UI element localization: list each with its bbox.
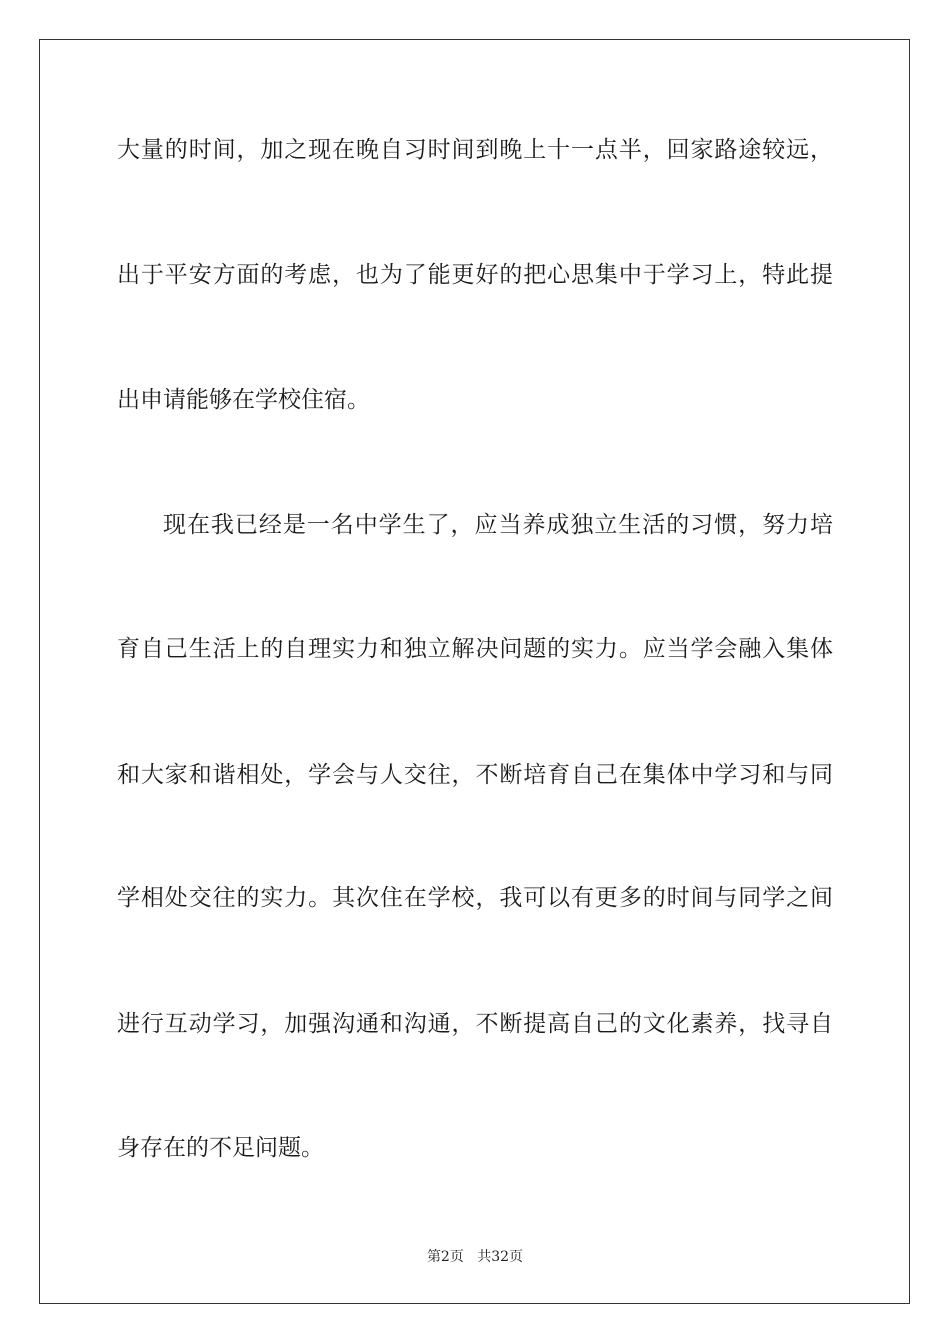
page-number: 第2页 bbox=[426, 1249, 464, 1265]
text-line-1: 大量的时间，加之现在晚自习时间到晚上十一点半，回家路途较远， bbox=[117, 137, 833, 163]
page-total: 共32页 bbox=[477, 1249, 524, 1265]
page-footer bbox=[0, 1248, 950, 1266]
text-line-3: 出申请能够在学校住宿。 bbox=[117, 387, 370, 413]
text-line-8: 进行互动学习，加强沟通和沟通，不断提高自己的文化素养，找寻自 bbox=[117, 1011, 833, 1037]
text-line-5: 育自己生活上的自理实力和独立解决问题的实力。应当学会融入集体 bbox=[117, 636, 833, 662]
text-line-2: 出于平安方面的考虑，也为了能更好的把心思集中于学习上，特此提 bbox=[117, 262, 833, 288]
text-line-6: 和大家和谐相处，学会与人交往，不断培育自己在集体中学习和与同 bbox=[117, 762, 833, 788]
page-border bbox=[39, 39, 910, 1304]
text-line-4: 现在我已经是一名中学生了，应当养成独立生活的习惯，努力培 bbox=[163, 512, 833, 538]
text-line-7: 学相处交往的实力。其次住在学校，我可以有更多的时间与同学之间 bbox=[117, 885, 833, 911]
text-line-9: 身存在的不足问题。 bbox=[117, 1135, 324, 1161]
